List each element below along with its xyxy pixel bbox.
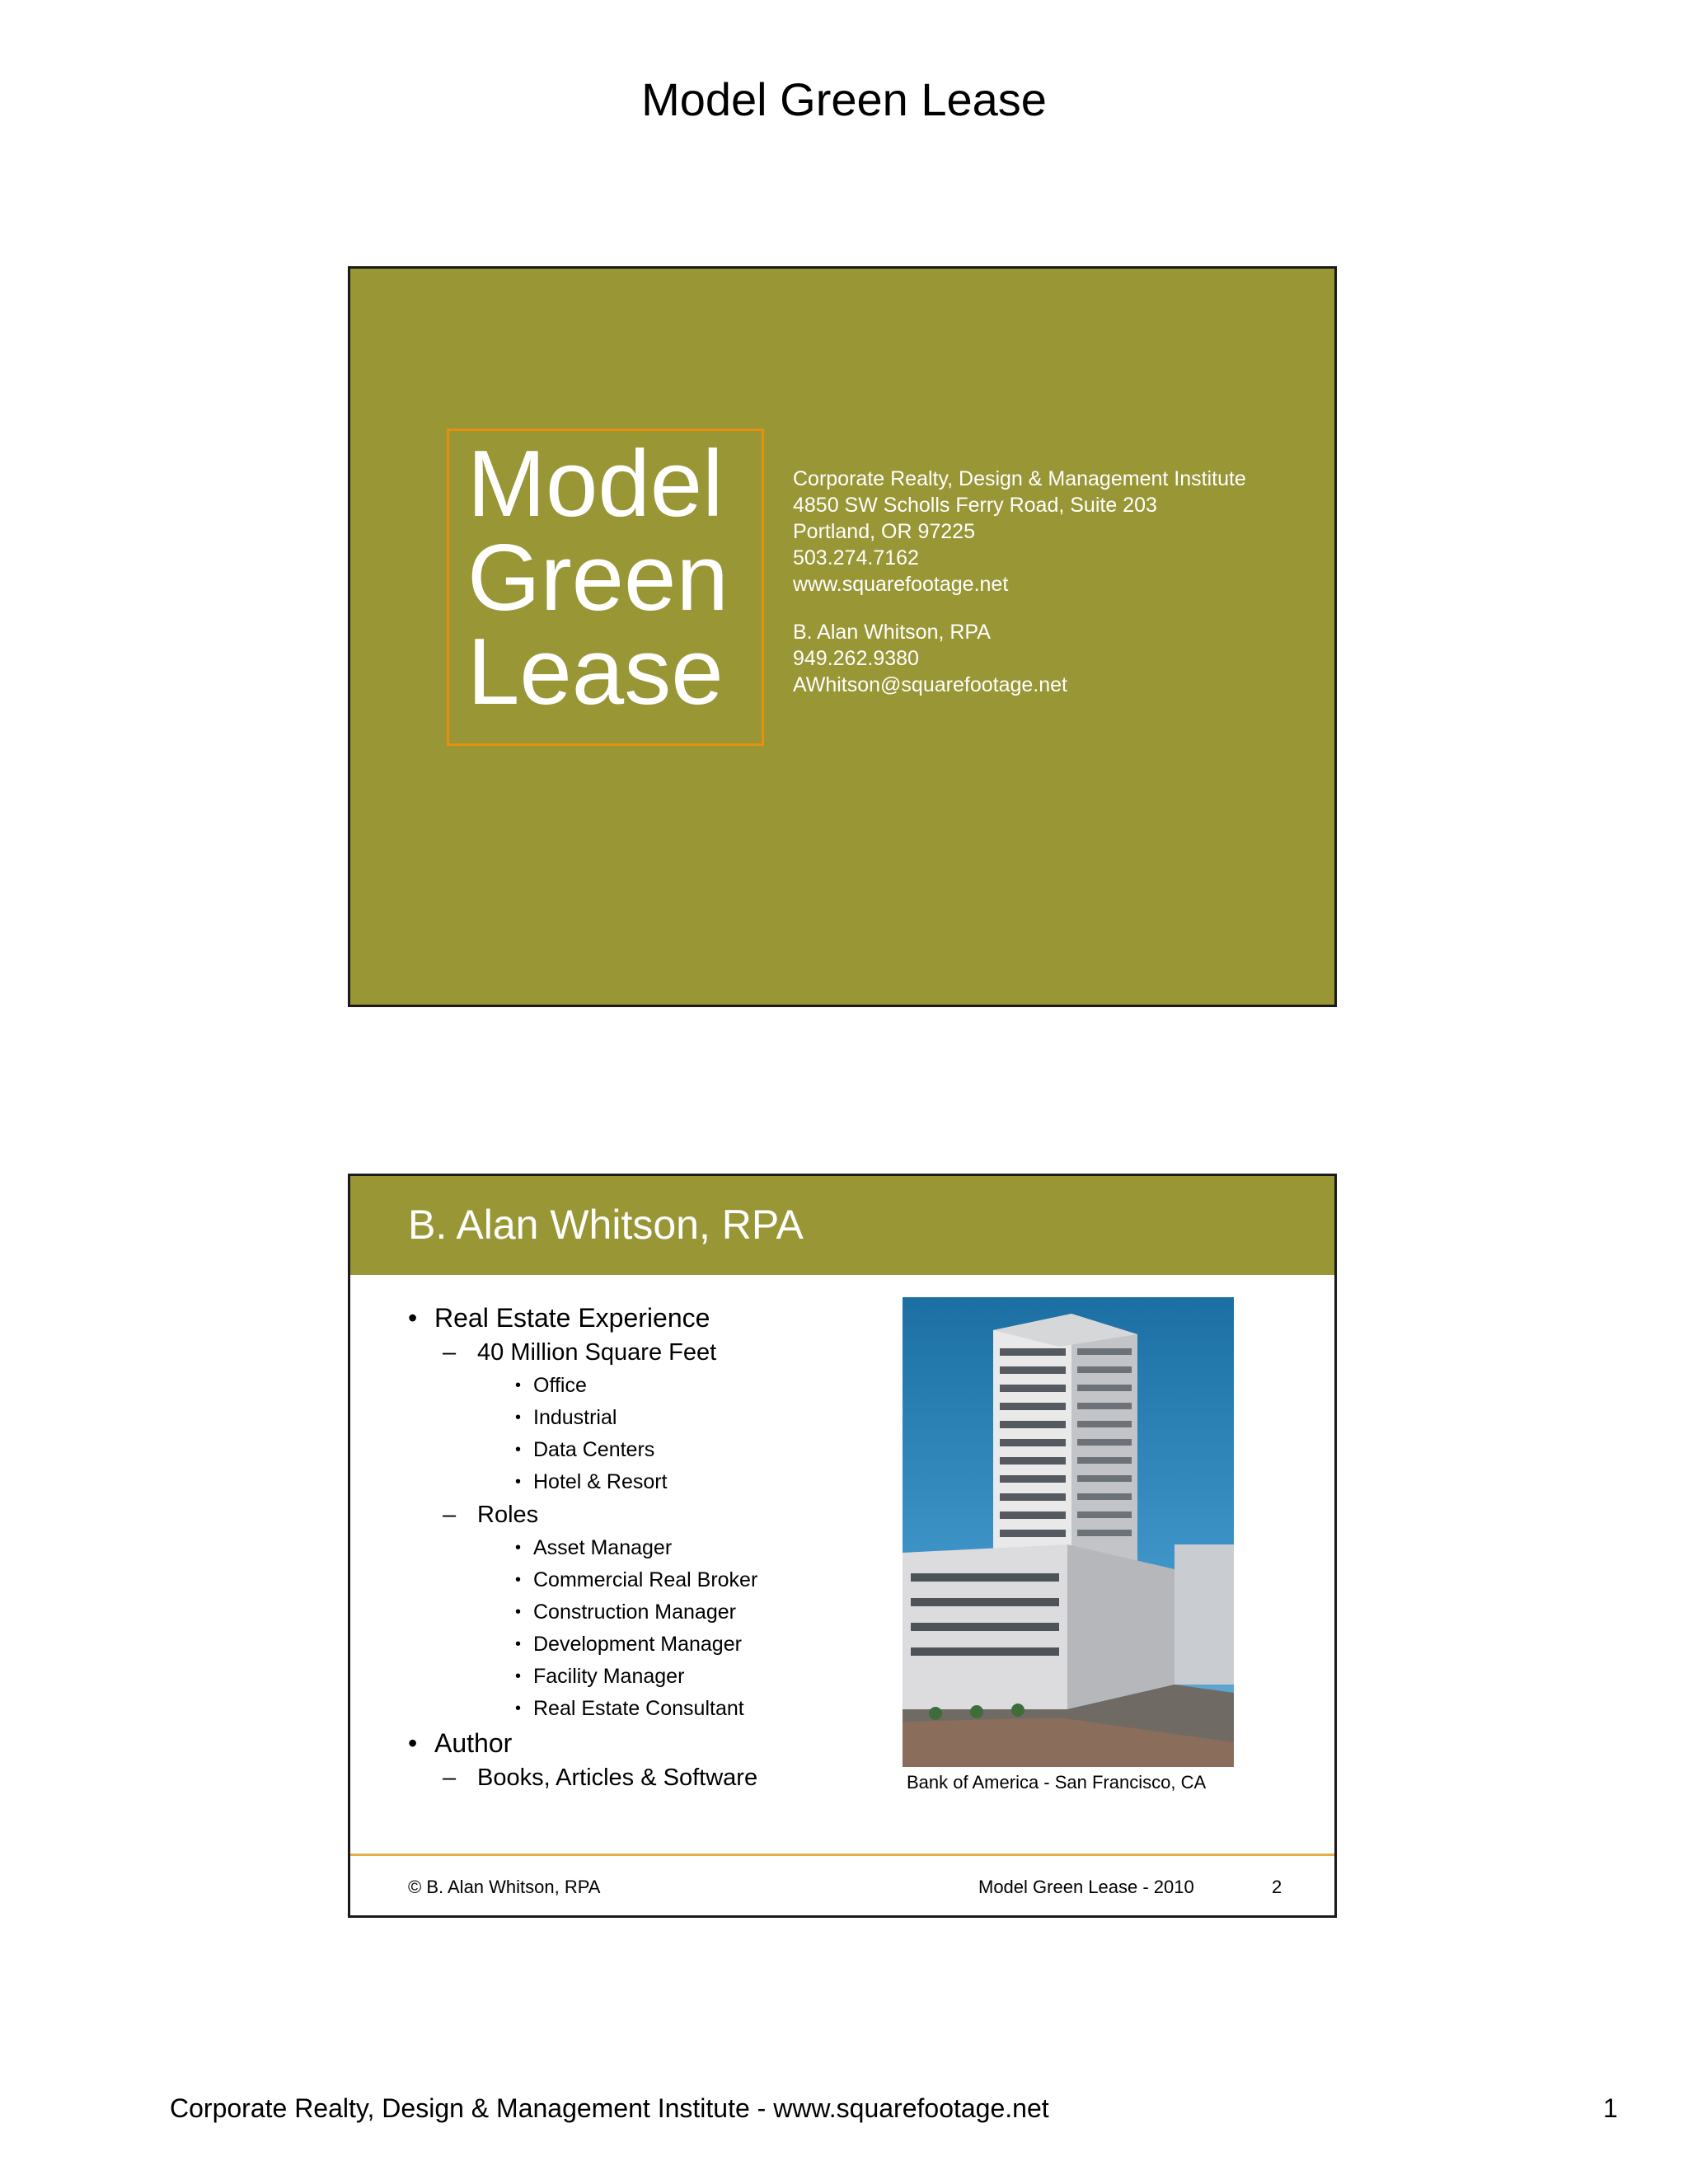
- contact-email: AWhitson@squarefootage.net: [793, 673, 1067, 696]
- bullet-experience: • Real Estate Experience: [408, 1300, 757, 1336]
- contact-phone: 949.262.9380: [793, 647, 919, 670]
- contact-name: B. Alan Whitson, RPA: [793, 621, 991, 644]
- role-item: • Development Manager: [408, 1629, 757, 1661]
- bullet-roles: – Roles: [408, 1498, 757, 1532]
- role-item: • Asset Manager: [408, 1532, 757, 1564]
- phone-number: 503.274.7162: [793, 546, 919, 569]
- copyright-text: © B. Alan Whitson, RPA: [408, 1877, 601, 1897]
- website: www.squarefootage.net: [793, 573, 1009, 596]
- photo-caption: Bank of America - San Francisco, CA: [907, 1772, 1207, 1793]
- title-word-lease: Lease: [467, 620, 724, 724]
- property-type-item: • Data Centers: [408, 1434, 757, 1466]
- bullet-author: • Author: [408, 1725, 757, 1761]
- address-line1: 4850 SW Scholls Ferry Road, Suite 203: [793, 494, 1157, 517]
- footer-rule: [350, 1854, 1334, 1856]
- slide-number: 2: [1272, 1877, 1282, 1897]
- property-type-item: • Industrial: [408, 1402, 757, 1434]
- title-word-model: Model: [467, 432, 724, 537]
- role-item: • Commercial Real Broker: [408, 1564, 757, 1596]
- role-item: • Facility Manager: [408, 1661, 757, 1693]
- title-box: [447, 429, 764, 746]
- organization-name: Corporate Realty, Design & Management Institute: [793, 467, 1246, 490]
- role-item: • Construction Manager: [408, 1596, 757, 1629]
- title-slide: [348, 266, 1337, 1007]
- bullet-square-feet: – 40 Million Square Feet: [408, 1336, 757, 1370]
- slide-footer-title: Model Green Lease - 2010: [978, 1877, 1194, 1897]
- bio-slide: [348, 1174, 1337, 1918]
- property-type-item: • Office: [408, 1370, 757, 1402]
- title-word-green: Green: [467, 526, 729, 630]
- address-line2: Portland, OR 97225: [793, 520, 975, 543]
- bullet-author-items: – Books, Articles & Software: [408, 1761, 757, 1795]
- slide-title: B. Alan Whitson, RPA: [408, 1202, 804, 1248]
- bullet-list: [408, 1300, 757, 1795]
- property-type-item: • Hotel & Resort: [408, 1466, 757, 1498]
- contact-block: [793, 466, 1246, 698]
- building-photo: [903, 1297, 1234, 1767]
- page-number: 1: [1603, 2093, 1618, 2123]
- page-footer: Corporate Realty, Design & Management Institute - www.squarefootage.net: [170, 2093, 1049, 2123]
- slide-header: [350, 1176, 1334, 1275]
- role-item: • Real Estate Consultant: [408, 1693, 757, 1725]
- page-title: Model Green Lease: [641, 73, 1047, 125]
